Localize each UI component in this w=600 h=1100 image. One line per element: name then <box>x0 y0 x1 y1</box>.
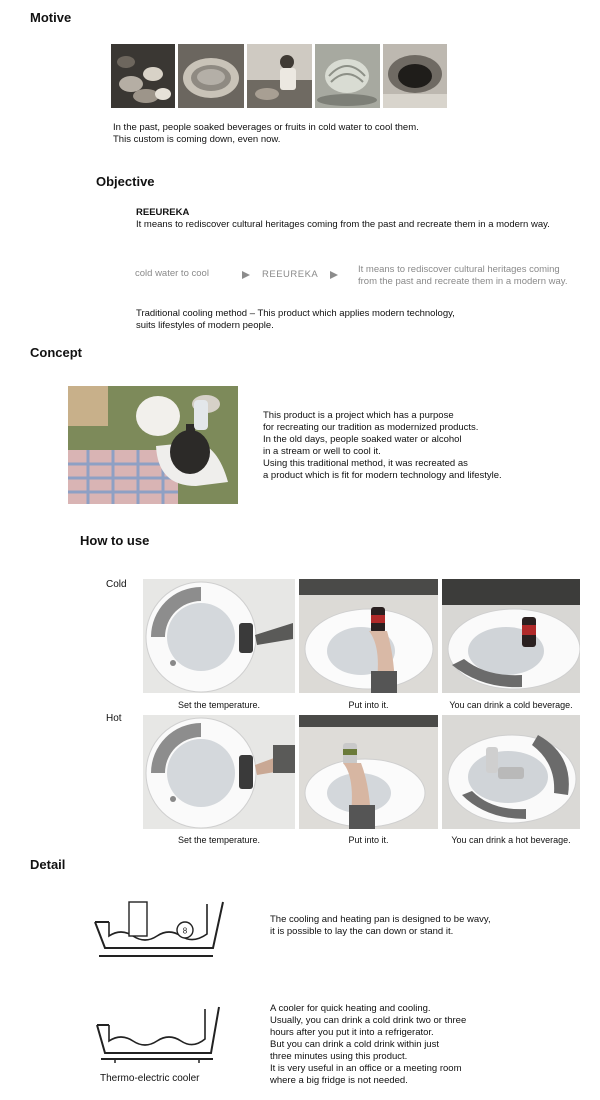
hot-caption-1: Set the temperature. <box>177 835 261 845</box>
flow-meaning-1: It means to rediscover cultural heritages coming <box>358 264 560 275</box>
motive-heading: Motive <box>30 10 72 25</box>
photo-people-at-stream <box>247 44 312 108</box>
hot-label: Hot <box>106 713 122 724</box>
brand-name: REEUREKA <box>136 207 190 218</box>
cold-step-1-photo <box>143 579 295 693</box>
flow-arrow-2-icon <box>330 271 338 279</box>
cold-label: Cold <box>106 579 127 590</box>
concept-line: This product is a project which has a purpose <box>263 410 454 421</box>
concept-line: a product which is fit for modern technology and lifestyle. <box>263 470 502 481</box>
flow-arrow-1-icon <box>242 271 250 279</box>
hot-caption-3: You can drink a hot beverage. <box>451 835 571 845</box>
photo-stone-well <box>178 44 244 108</box>
cooler-line: where a big fridge is not needed. <box>270 1075 408 1086</box>
concept-line: In the old days, people soaked water or alcohol <box>263 434 462 445</box>
hot-step-3-photo <box>442 715 580 829</box>
flow-cold-water: cold water to cool <box>135 268 209 279</box>
cooler-line: But you can drink a cold drink within just <box>270 1039 439 1050</box>
concept-line: in a stream or well to cool it. <box>263 446 381 457</box>
cooler-line: Usually, you can drink a cold drink two or three <box>270 1015 467 1026</box>
cooler-line: A cooler for quick heating and cooling. <box>270 1003 431 1014</box>
cooler-line: three minutes using this product. <box>270 1051 408 1062</box>
cold-step-2-photo <box>299 579 438 693</box>
motive-text-2: This custom is coming down, even now. <box>113 134 281 145</box>
howto-heading: How to use <box>80 533 150 548</box>
pan-text-2: it is possible to lay the can down or stand it. <box>270 926 454 937</box>
cold-caption-2: Put into it. <box>348 700 389 710</box>
pan-text-1: The cooling and heating pan is designed to be wavy, <box>270 914 491 925</box>
wavy-pan-diagram <box>93 898 225 960</box>
concept-line: for recreating our tradition as modernized products. <box>263 422 479 433</box>
hot-caption-2: Put into it. <box>348 835 389 845</box>
svg-text:8: 8 <box>182 926 188 936</box>
hot-step-2-photo <box>299 715 438 829</box>
concept-line: Using this traditional method, it was recreated as <box>263 458 468 469</box>
thermo-electric-cooler-diagram <box>95 1003 220 1065</box>
hot-step-1-photo <box>143 715 295 829</box>
cold-caption-3: You can drink a cold beverage. <box>449 700 573 710</box>
flow-meaning-2: from the past and recreate them in a modern way. <box>358 276 568 287</box>
concept-photo-picnic <box>68 386 238 504</box>
cold-caption-1: Set the temperature. <box>177 700 261 710</box>
motive-text-1: In the past, people soaked beverages or fruits in cold water to cool them. <box>113 122 419 133</box>
cooler-diagram-label: Thermo-electric cooler <box>100 1073 200 1084</box>
photo-stones-in-water <box>111 44 175 108</box>
brand-definition: It means to rediscover cultural heritages coming from the past and recreate them in a modern way. <box>136 219 550 230</box>
detail-heading: Detail <box>30 857 66 872</box>
cooler-line: hours after you put it into a refrigerator. <box>270 1027 434 1038</box>
photo-melon-in-water <box>315 44 380 108</box>
flow-reeureka: REEUREKA <box>262 269 319 280</box>
objective-note-2: suits lifestyles of modern people. <box>136 320 274 331</box>
photo-old-well <box>383 44 447 108</box>
objective-heading: Objective <box>96 174 155 189</box>
concept-heading: Concept <box>30 345 82 360</box>
objective-note-1: Traditional cooling method – This product which applies modern technology, <box>136 308 455 319</box>
cooler-line: It is very useful in an office or a meeting room <box>270 1063 462 1074</box>
cold-step-3-photo <box>442 579 580 693</box>
